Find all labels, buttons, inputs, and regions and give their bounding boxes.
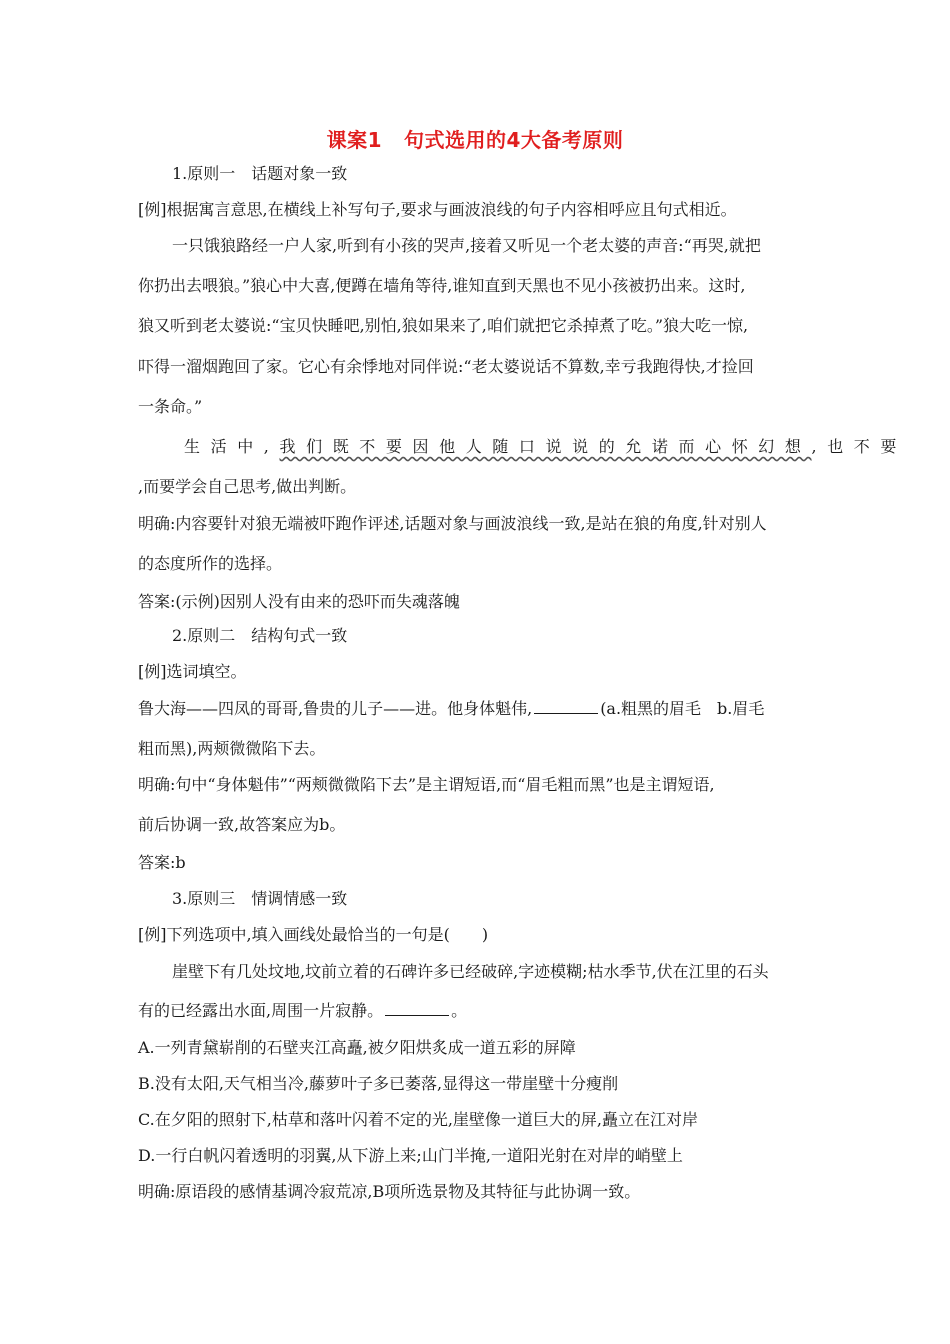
wavy-underlined-sentence: 我们既不要因他人随口说说的允诺而心怀幻想 (279, 437, 812, 456)
wavy-sentence-line (184, 437, 907, 457)
principle2-explain-2: 前后协调一致,故答案应为b。 (138, 815, 346, 834)
passage-line-1: 崖壁下有几处坟地,坟前立着的石碑许多已经破碎,字迹模糊;枯水季节,伏在江里的石头 (172, 962, 769, 981)
title-lesson-number: 课案1 (326, 128, 382, 152)
title-topic: 句式选用的4大备考原则 (404, 128, 624, 152)
principle3-explain: 明确:原语段的感情基调冷寂荒凉,B项所选景物及其特征与此协调一致。 (138, 1182, 641, 1201)
story-line-1: 一只饿狼路经一户人家,听到有小孩的哭声,接着又听见一个老太婆的声音:“再哭,就把 (172, 236, 761, 255)
principle1-heading: 1.原则一 话题对象一致 (172, 164, 348, 183)
principle2-heading: 2.原则二 结构句式一致 (172, 626, 348, 645)
story-line-2: 你扔出去喂狼。”狼心中大喜,便蹲在墙角等待,谁知直到天黑也不见小孩被扔出来。这时, (138, 276, 746, 295)
story-line-5: 一条命。” (138, 397, 203, 416)
option-a: A.一列青黛崭削的石壁夹江高矗,被夕阳烘炙成一道五彩的屏障 (138, 1038, 576, 1057)
principle2-explain-1: 明确:句中“身体魁伟”“两颊微微陷下去”是主谓短语,而“眉毛粗而黑”也是主谓短语, (138, 775, 715, 794)
principle1-answer: 答案:(示例)因别人没有由来的恐吓而失魂落魄 (138, 592, 460, 611)
principle2-answer: 答案:b (138, 853, 186, 872)
fill-blank-continuation: ,而要学会自己思考,做出判断。 (138, 477, 357, 496)
principle3-heading: 3.原则三 情调情感一致 (172, 889, 348, 908)
story-line-4: 吓得一溜烟跑回了家。它心有余悸地对同伴说:“老太婆说话不算数,幸亏我跑得快,才捡回 (138, 357, 754, 376)
question-options: (a.粗黑的眉毛 b.眉毛 (600, 699, 765, 718)
passage-line-2 (138, 1001, 467, 1021)
principle1-instruction: [例]根据寓言意思,在横线上补写句子,要求与画波浪线的句子内容相呼应且句式相近。 (138, 200, 737, 219)
option-c: C.在夕阳的照射下,枯草和落叶闪着不定的光,崖壁像一道巨大的屏,矗立在江对岸 (138, 1110, 699, 1129)
principle1-explain-1: 明确:内容要针对狼无端被吓跑作评述,话题对象与画波浪线一致,是站在狼的角度,针对别人 (138, 514, 767, 533)
wavy-prefix: 生活中, (184, 437, 280, 456)
story-line-3: 狼又听到老太婆说:“宝贝快睡吧,别怕,狼如果来了,咱们就把它杀掉煮了吃。”狼大吃一惊, (138, 316, 749, 335)
question-text: 鲁大海——四凤的哥哥,鲁贵的儿子——进。他身体魁伟, (138, 699, 533, 718)
principle2-question-line-1 (138, 699, 764, 719)
passage-text: 有的已经露出水面,周围一片寂静。 (138, 1001, 384, 1020)
option-d: D.一行白帆闪着透明的羽翼,从下游上来;山门半掩,一道阳光射在对岸的峭壁上 (138, 1146, 683, 1165)
principle2-question-line-2: 粗而黑),两颊微微陷下去。 (138, 739, 326, 758)
page-title (0, 124, 950, 153)
passage-end: 。 (451, 1001, 468, 1020)
principle3-instruction: [例]下列选项中,填入画线处最恰当的一句是( ) (138, 925, 489, 944)
option-b: B.没有太阳,天气相当冷,藤萝叶子多已萎落,显得这一带崖壁十分瘦削 (138, 1074, 619, 1093)
principle1-explain-2: 的态度所作的选择。 (138, 554, 283, 573)
principle2-instruction: [例]选词填空。 (138, 662, 247, 681)
wavy-suffix: ,也不要 (811, 437, 908, 456)
passage-blank (385, 1001, 449, 1016)
answer-blank (534, 699, 598, 714)
